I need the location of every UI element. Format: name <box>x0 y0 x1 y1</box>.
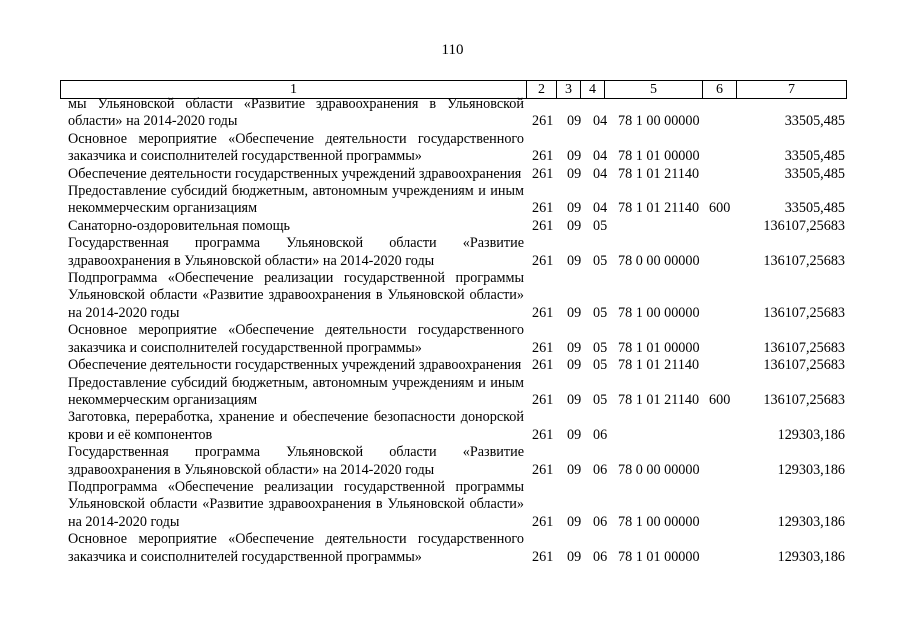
row-name: Предоставление субсидий бюджетным, автономным учреждениям и иным некоммерческим организациям <box>68 374 524 408</box>
table-row <box>0 131 905 166</box>
table-row <box>0 357 905 374</box>
cell-c5: 78 0 00 00000 <box>618 252 700 269</box>
cell-c3: 09 <box>567 391 582 408</box>
cell-c3: 09 <box>567 548 582 565</box>
table-row <box>0 409 905 444</box>
row-name: Санаторно-оздоровительная помощь <box>68 217 291 234</box>
column-header-2: 2 <box>527 81 557 98</box>
cell-c4: 05 <box>593 357 608 374</box>
cell-c5: 78 1 01 21140 <box>618 165 700 182</box>
cell-c7: 33505,485 <box>784 148 845 165</box>
row-codes <box>0 427 905 444</box>
cell-c5: 78 1 01 00000 <box>618 148 700 165</box>
row-codes <box>0 305 905 322</box>
cell-c2: 261 <box>532 548 554 565</box>
cell-c6: 600 <box>709 391 731 408</box>
cell-c4: 04 <box>593 148 608 165</box>
cell-c5: 78 1 01 00000 <box>618 548 700 565</box>
cell-c7: 33505,485 <box>784 165 845 182</box>
cell-c4: 06 <box>593 513 608 530</box>
cell-c4: 05 <box>593 391 608 408</box>
cell-c3: 09 <box>567 113 582 130</box>
cell-c4: 04 <box>593 200 608 217</box>
cell-c2: 261 <box>532 252 554 269</box>
cell-c3: 09 <box>567 357 582 374</box>
cell-c2: 261 <box>532 357 554 374</box>
table-row <box>0 479 905 531</box>
cell-c7: 129303,186 <box>777 426 845 443</box>
row-codes <box>0 392 905 409</box>
page-number: 110 <box>441 42 464 58</box>
cell-c4: 06 <box>593 548 608 565</box>
row-name: мы Ульяновской области «Развитие здравоохранения в Ульяновской области» на 2014-2020 годы <box>68 96 524 130</box>
cell-c7: 136107,25683 <box>763 217 845 234</box>
row-codes <box>0 549 905 566</box>
row-name: Государственная программа Ульяновской области «Развитие здравоохранения в Ульяновской области» на 2014-2020 годы <box>68 235 524 269</box>
table-row <box>0 531 905 566</box>
table-row <box>0 375 905 410</box>
table-row <box>0 235 905 270</box>
cell-c2: 261 <box>532 513 554 530</box>
cell-c4: 04 <box>593 113 608 130</box>
cell-c7: 136107,25683 <box>763 339 845 356</box>
cell-c5: 78 1 01 21140 <box>618 357 700 374</box>
cell-c2: 261 <box>532 461 554 478</box>
cell-c5: 78 1 01 21140 <box>618 391 700 408</box>
cell-c7: 129303,186 <box>777 513 845 530</box>
row-name: Основное мероприятие «Обеспечение деятельности государственного заказчика и соисполнителей государственной программы» <box>68 322 524 356</box>
cell-c3: 09 <box>567 339 582 356</box>
cell-c5: 78 0 00 00000 <box>618 461 700 478</box>
row-name: Основное мероприятие «Обеспечение деятельности государственного заказчика и соисполнителей государственной программы» <box>68 130 524 165</box>
row-name: Предоставление субсидий бюджетным, автономным учреждениям и иным некоммерческим организациям <box>68 183 524 217</box>
row-name: Подпрограмма «Обеспечение реализации государственной программы Ульяновской области «Развитие здравоохранения в Ульяновской области» на 2014-2020 годы <box>68 270 524 321</box>
cell-c5: 78 1 01 21140 <box>618 200 700 217</box>
cell-c7: 129303,186 <box>777 461 845 478</box>
cell-c2: 261 <box>532 148 554 165</box>
table-row <box>0 270 905 322</box>
cell-c2: 261 <box>532 339 554 356</box>
row-codes <box>0 114 905 131</box>
cell-c7: 136107,25683 <box>763 357 845 374</box>
cell-c3: 09 <box>567 148 582 165</box>
table-row <box>0 166 905 183</box>
row-codes <box>0 218 905 235</box>
row-name: Обеспечение деятельности государственных учреждений здравоохранения <box>68 357 522 374</box>
cell-c2: 261 <box>532 426 554 443</box>
table-row <box>0 96 905 131</box>
row-codes <box>0 340 905 357</box>
row-name: Заготовка, переработка, хранение и обеспечение безопасности донорской крови и её компонентов <box>68 409 524 443</box>
cell-c2: 261 <box>532 200 554 217</box>
cell-c3: 09 <box>567 200 582 217</box>
cell-c4: 05 <box>593 304 608 321</box>
cell-c2: 261 <box>532 304 554 321</box>
cell-c7: 33505,485 <box>784 200 845 217</box>
cell-c7: 33505,485 <box>784 113 845 130</box>
cell-c5: 78 1 00 00000 <box>618 113 700 130</box>
table-row <box>0 183 905 218</box>
cell-c4: 06 <box>593 426 608 443</box>
cell-c5: 78 1 00 00000 <box>618 513 700 530</box>
cell-c2: 261 <box>532 113 554 130</box>
cell-c3: 09 <box>567 513 582 530</box>
row-codes <box>0 253 905 270</box>
column-header-5: 5 <box>605 81 703 98</box>
row-name: Подпрограмма «Обеспечение реализации государственной программы Ульяновской области «Развитие здравоохранения в Ульяновской области» на 2014-2020 годы <box>68 478 524 530</box>
cell-c5: 78 1 01 00000 <box>618 339 700 356</box>
cell-c7: 129303,186 <box>777 548 845 565</box>
column-header-4: 4 <box>581 81 605 98</box>
column-header-1: 1 <box>61 81 527 98</box>
cell-c3: 09 <box>567 252 582 269</box>
cell-c2: 261 <box>532 217 554 234</box>
row-codes <box>0 166 905 183</box>
row-name: Основное мероприятие «Обеспечение деятельности государственного заказчика и соисполнителей государственной программы» <box>68 531 524 565</box>
row-codes <box>0 201 905 218</box>
cell-c2: 261 <box>532 165 554 182</box>
cell-c3: 09 <box>567 426 582 443</box>
cell-c2: 261 <box>532 391 554 408</box>
cell-c6: 600 <box>709 200 731 217</box>
row-name: Обеспечение деятельности государственных учреждений здравоохранения <box>68 165 522 182</box>
cell-c3: 09 <box>567 461 582 478</box>
table-row <box>0 218 905 235</box>
column-header-6: 6 <box>703 81 737 98</box>
table-body <box>0 96 905 566</box>
table-row <box>0 444 905 479</box>
cell-c4: 05 <box>593 252 608 269</box>
table-row <box>0 322 905 357</box>
row-codes <box>0 514 905 531</box>
column-header-3: 3 <box>557 81 581 98</box>
row-codes <box>0 358 905 375</box>
cell-c7: 136107,25683 <box>763 391 845 408</box>
cell-c7: 136107,25683 <box>763 252 845 269</box>
row-codes <box>0 149 905 166</box>
cell-c3: 09 <box>567 304 582 321</box>
column-header-7: 7 <box>788 82 795 97</box>
row-codes <box>0 462 905 479</box>
cell-c3: 09 <box>567 217 582 234</box>
cell-c4: 05 <box>593 217 608 234</box>
cell-c3: 09 <box>567 165 582 182</box>
row-name: Государственная программа Ульяновской области «Развитие здравоохранения в Ульяновской области» на 2014-2020 годы <box>68 444 524 478</box>
cell-c4: 05 <box>593 339 608 356</box>
cell-c4: 06 <box>593 461 608 478</box>
cell-c4: 04 <box>593 165 608 182</box>
cell-c7: 136107,25683 <box>763 304 845 321</box>
cell-c5: 78 1 00 00000 <box>618 304 700 321</box>
